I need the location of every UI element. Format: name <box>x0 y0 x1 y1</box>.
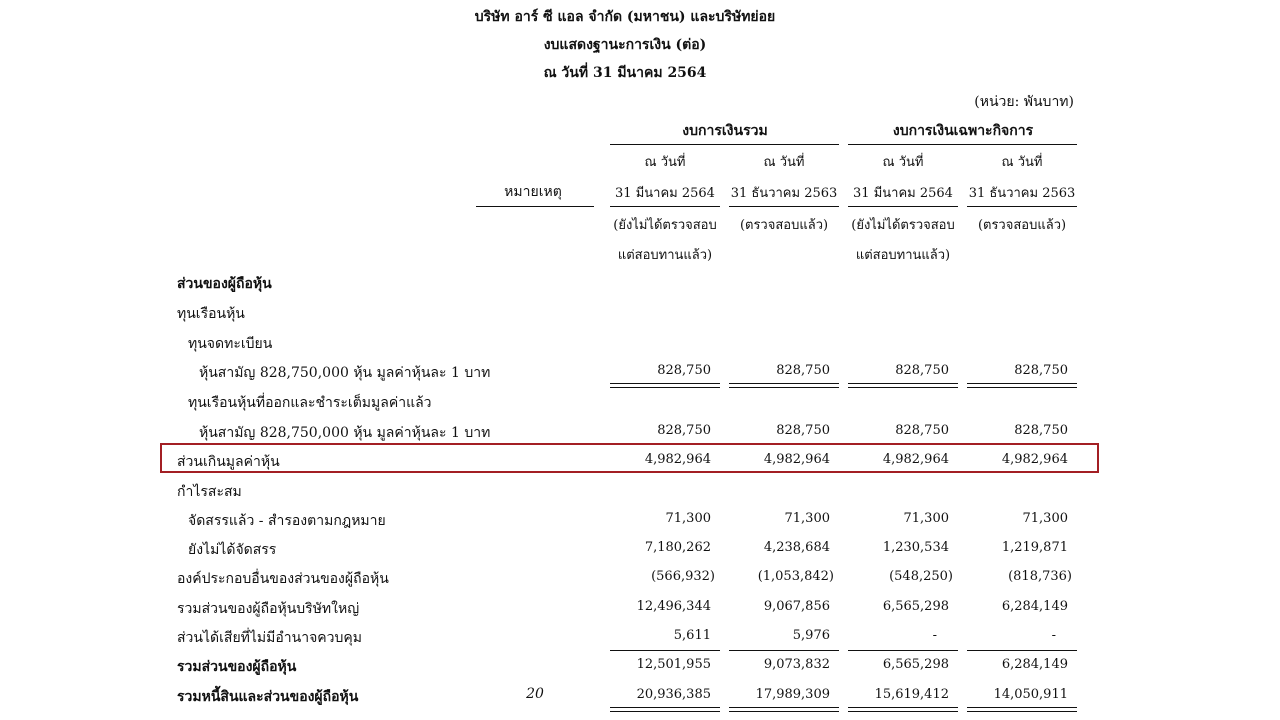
col4-status: (ตรวจสอบแล้ว) <box>977 218 1067 233</box>
cell-value: 71,300 <box>903 511 949 526</box>
row-label-non-controlling: ส่วนได้เสียที่ไม่มีอำนาจควบคุม <box>177 630 362 646</box>
cell-value: 4,982,964 <box>644 452 711 467</box>
note-column-header: หมายเหตุ <box>504 184 562 200</box>
cell-value: 6,284,149 <box>1001 599 1068 614</box>
cell-value: (566,932) <box>651 569 715 584</box>
col1-as-at: ณ วันที่ <box>644 155 686 170</box>
cell-value: 5,976 <box>792 628 830 643</box>
col3-status-2: แต่สอบทานแล้ว) <box>855 248 951 263</box>
cell-value: 12,496,344 <box>636 599 711 614</box>
cell-value: 4,982,964 <box>882 452 949 467</box>
row-label-total-equity: รวมส่วนของผู้ถือหุ้น <box>177 659 297 675</box>
cell-value: - <box>932 628 937 643</box>
cell-value: 828,750 <box>895 363 949 378</box>
cell-value: 4,238,684 <box>763 540 830 555</box>
double-underline <box>610 383 720 388</box>
cell-value: 828,750 <box>657 363 711 378</box>
cell-value: (548,250) <box>889 569 953 584</box>
cell-value: 6,565,298 <box>882 657 949 672</box>
section-heading-equity: ส่วนของผู้ถือหุ้น <box>177 276 272 292</box>
cell-value: 828,750 <box>1014 363 1068 378</box>
cell-value: 828,750 <box>895 423 949 438</box>
row-label-other-components: องค์ประกอบอื่นของส่วนของผู้ถือหุ้น <box>177 571 389 587</box>
cell-value: 4,982,964 <box>763 452 830 467</box>
cell-value: 828,750 <box>1014 423 1068 438</box>
group-consolidated-underline <box>610 144 839 145</box>
col2-status: (ตรวจสอบแล้ว) <box>739 218 829 233</box>
cell-value: 1,219,871 <box>1001 540 1068 555</box>
col3-status-1: (ยังไม่ได้ตรวจสอบ <box>851 218 955 233</box>
double-underline <box>729 383 839 388</box>
unit-label: (หน่วย: พันบาท) <box>974 94 1074 110</box>
col3-underline <box>848 206 958 207</box>
row-label-unappropriated: ยังไม่ได้จัดสรร <box>188 542 277 558</box>
col4-underline <box>967 206 1077 207</box>
double-underline <box>729 707 839 712</box>
row-label-issued-ordinary: หุ้นสามัญ 828,750,000 หุ้น มูลค่าหุ้นละ 1 บาท <box>199 425 491 441</box>
cell-value: 9,067,856 <box>763 599 830 614</box>
cell-value: 17,989,309 <box>755 687 830 702</box>
cell-value: 14,050,911 <box>993 687 1068 702</box>
col2-underline <box>729 206 839 207</box>
group-separate-header: งบการเงินเฉพาะกิจการ <box>892 123 1034 139</box>
group-separate-underline <box>848 144 1077 145</box>
cell-value: 5,611 <box>673 628 711 643</box>
row-label-registered: ทุนจดทะเบียน <box>188 336 273 352</box>
col2-as-at: ณ วันที่ <box>763 155 805 170</box>
row-label-issued-paid: ทุนเรือนหุ้นที่ออกและชำระเต็มมูลค่าแล้ว <box>188 395 432 411</box>
cell-value: (1,053,842) <box>757 569 834 584</box>
cell-value: (818,736) <box>1008 569 1072 584</box>
cell-value: 828,750 <box>776 363 830 378</box>
cell-value: 6,565,298 <box>882 599 949 614</box>
single-underline <box>729 650 839 651</box>
double-underline <box>967 383 1077 388</box>
statement-date: ณ วันที่ 31 มีนาคม 2564 <box>543 65 707 81</box>
double-underline <box>610 707 720 712</box>
col1-date: 31 มีนาคม 2564 <box>615 186 715 201</box>
cell-value: 828,750 <box>776 423 830 438</box>
cell-value: 71,300 <box>1022 511 1068 526</box>
cell-value: 20,936,385 <box>636 687 711 702</box>
row-label-total-liabilities-equity: รวมหนี้สินและส่วนของผู้ถือหุ้น <box>177 689 359 705</box>
double-underline <box>848 383 958 388</box>
col1-underline <box>610 206 720 207</box>
row-label-retained-earnings: กำไรสะสม <box>177 484 242 500</box>
row-label-parent-equity: รวมส่วนของผู้ถือหุ้นบริษัทใหญ่ <box>177 601 360 617</box>
col3-as-at: ณ วันที่ <box>882 155 924 170</box>
note-col-underline <box>476 206 594 207</box>
col1-status-2: แต่สอบทานแล้ว) <box>617 248 713 263</box>
cell-value: 4,982,964 <box>1001 452 1068 467</box>
cell-value: - <box>1051 628 1056 643</box>
company-name: บริษัท อาร์ ซี แอล จำกัด (มหาชน) และบริษัทย่อย <box>474 9 776 25</box>
cell-value: 828,750 <box>657 423 711 438</box>
cell-value: 7,180,262 <box>644 540 711 555</box>
col4-as-at: ณ วันที่ <box>1001 155 1043 170</box>
cell-value: 9,073,832 <box>763 657 830 672</box>
col4-date: 31 ธันวาคม 2563 <box>968 186 1076 201</box>
cell-value: 71,300 <box>784 511 830 526</box>
statement-title: งบแสดงฐานะการเงิน (ต่อ) <box>543 37 707 53</box>
double-underline <box>967 707 1077 712</box>
col3-date: 31 มีนาคม 2564 <box>853 186 953 201</box>
cell-value: 6,284,149 <box>1001 657 1068 672</box>
single-underline <box>967 650 1077 651</box>
double-underline <box>848 707 958 712</box>
single-underline <box>610 650 720 651</box>
cell-value: 71,300 <box>665 511 711 526</box>
row-label-share-premium: ส่วนเกินมูลค่าหุ้น <box>177 454 280 470</box>
cell-value: 15,619,412 <box>874 687 949 702</box>
cell-value: 1,230,534 <box>882 540 949 555</box>
cell-value: 12,501,955 <box>636 657 711 672</box>
row-label-registered-ordinary: หุ้นสามัญ 828,750,000 หุ้น มูลค่าหุ้นละ 1 บาท <box>199 365 491 381</box>
row-label-legal-reserve: จัดสรรแล้ว - สำรองตามกฎหมาย <box>188 513 386 529</box>
single-underline <box>848 650 958 651</box>
group-consolidated-header: งบการเงินรวม <box>682 123 768 139</box>
row-label-share-capital: ทุนเรือนหุ้น <box>177 306 245 322</box>
col2-date: 31 ธันวาคม 2563 <box>730 186 838 201</box>
col1-status-1: (ยังไม่ได้ตรวจสอบ <box>613 218 717 233</box>
note-reference: 20 <box>526 686 544 702</box>
highlight-box <box>160 443 1099 473</box>
